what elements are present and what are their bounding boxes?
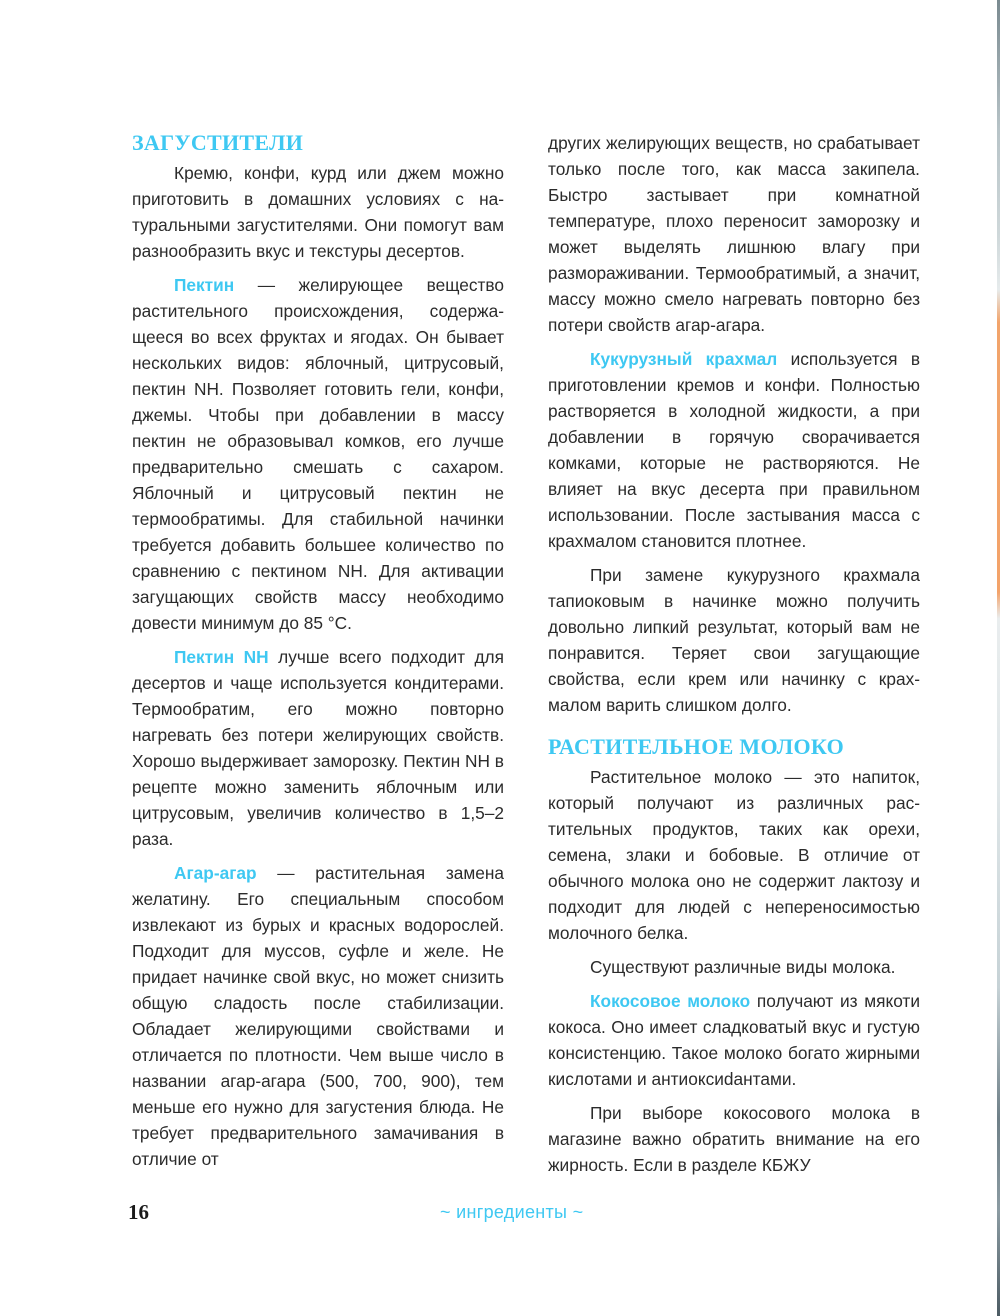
agar-text: — растительная замена желатину. Его специальным способом извлекают из бурых и красных водорослей. Подходит для муссов, суфле и желе. Не придает начинке свой вкус, но может снизить общую сладость после стабилизации. Обладает желирующими свойствами и отличается по плотности. Чем выше число в названии агар-агара (500, 700, 900), тем меньше его нужно для загустения блюда. Не требует предварительного замачивания в отличие от	[132, 863, 504, 1169]
tapioca-paragraph: При замене кукурузного крахмала тапиоковым в начинке можно получить довольно липкий результат, который вам не понравится. Теряет свои загущающие свойства, если крем или начинку с крахмалом варить слишком долго.	[548, 565, 920, 715]
section-title-thickeners: ЗАГУСТИТЕЛИ	[132, 130, 304, 155]
thickeners-intro-paragraph: Кремю, конфи, курд или джем можно приготовить в домашних условиях с натуральными загустителями. Они помогут вам разнообразить вкус и текстуры десертов.	[132, 163, 504, 261]
pectin-paragraph	[132, 272, 504, 636]
pectin-text: — желирующее вещество растительного происхождения, содержащееся во всех фруктах и ягодах. Он бывает нескольких видов: яблочный, цитрусовый, пектин NH. Позволяет готовить гели, конфи, джемы. Чтобы при добавлении в массу пектин не образовывал комков, его лучше предварительно смешать с сахаром. Яблочный и цитрусовый пектин не термообратимы. Для стабильной начинки требуется добавить большее количество по сравнению с пектином NH. Для активации загущающих свойств массу необходимо довести минимум до 85 °C.	[132, 275, 504, 633]
corn-starch-term: Кукурузный крахмал	[590, 349, 778, 369]
pectin-term: Пектин	[174, 275, 235, 295]
pectin-nh-term: Пектин NH	[174, 647, 269, 667]
coconut-milk-paragraph	[548, 988, 920, 1092]
coconut-milk-term: Кокосовое молоко	[590, 991, 751, 1011]
plant-milk-intro-paragraph: Растительное молоко — это напиток, который получают из различных растительных продуктов, таких как орехи, семена, злаки и бобовые. В отличие от обычного молока оно не содержит лактозу и подходит для людей с непереносимостью молочного белка.	[548, 767, 920, 943]
running-footer: ~ ингредиенты ~	[440, 1202, 584, 1222]
section-title-plant-milk: РАСТИТЕЛЬНОЕ МОЛОКО	[548, 734, 844, 759]
coconut-choice-paragraph: При выборе кокосового молока в магазине важно обратить внимание на его жирность. Если в разделе КБЖУ	[548, 1103, 920, 1175]
agar-paragraph	[132, 860, 504, 1172]
corn-starch-text: используется в приготовлении кремов и конфи. Полностью растворяется в холодной жидкости, а при добавлении в горячую сворачивается комками, которые не растворяются. Не влияет на вкус десерта при правильном использовании. После застывания масса с крахмалом становится плотнее.	[548, 349, 921, 551]
milk-types-paragraph: Существуют различные виды молока.	[590, 957, 896, 977]
agar-term: Агар-агар	[174, 863, 257, 883]
corn-starch-paragraph	[548, 346, 920, 554]
coconut-milk-text: получают из мякоти кокоса. Оно имеет сладковатый вкус и густую консистенцию. Такое молоко богато жирными кислотами и антиоксиdантами.	[548, 991, 920, 1089]
pectin-nh-text: лучше всего подходит для десертов и чаще используется кондитерами. Термообратим, его можно повторно нагревать без потери желирующих свойств. Хорошо выдерживает заморозку. Пектин NH в рецепте можно заменить яблочным или цитрусовым, увеличив количество в 1,5–2 раза.	[132, 647, 504, 849]
page-number: 16	[128, 1200, 149, 1224]
agar-continued-paragraph: других желирующих веществ, но срабатывает только после того, как масса закипела. Быстро застывает при комнатной температуре, плохо переносит заморозку и может выделять лишнюю влагу при размораживании. Термообратимый, а значит, массу можно смело нагревать повторно без потери свойств агар-агара.	[548, 133, 920, 335]
pectin-nh-paragraph	[132, 644, 504, 852]
